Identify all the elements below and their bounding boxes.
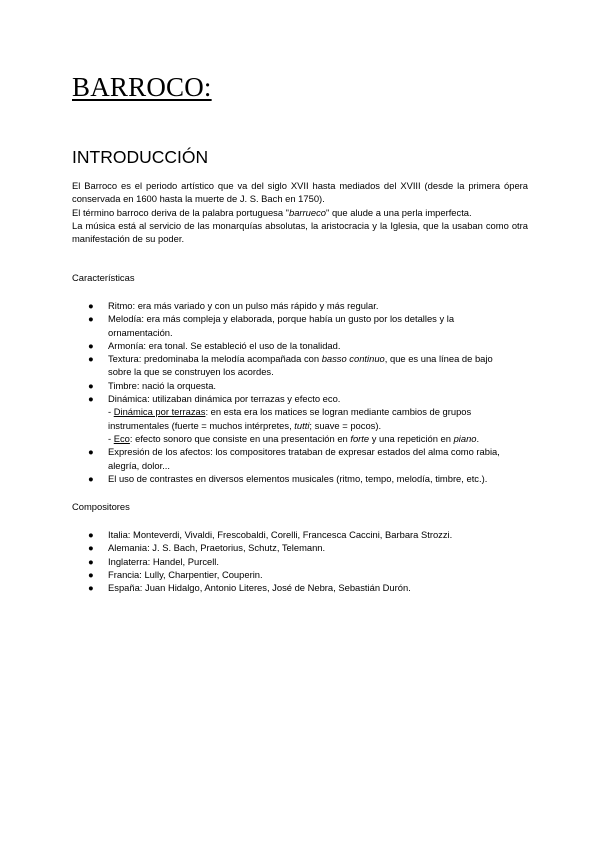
item-text: Italia: Monteverdi, Vivaldi, Frescobaldi, Corelli, Francesca Caccini, Barbara Strozzi. bbox=[108, 529, 453, 540]
list-item bbox=[0, 299, 518, 312]
bullet-icon: ● bbox=[88, 472, 94, 484]
item-text: Melodía: era más compleja y elaborada, porque había un gusto por los detalles y la ornamentación. bbox=[108, 313, 455, 338]
sub-item-text: : en esta era los matices se logran mediante cambios de grupos instrumentales (fuerte = muchos intérpretes, bbox=[108, 406, 472, 431]
list-item bbox=[0, 568, 518, 581]
bullet-icon: ● bbox=[88, 353, 94, 365]
intro-p2-text-end: " que alude a una perla imperfecta. bbox=[326, 206, 472, 218]
sub-item-term: Dinámica por terrazas bbox=[113, 406, 206, 418]
caracteristicas-label: Características bbox=[72, 272, 135, 283]
item-text-end: , que es una línea de bajo sobre la que se construyen los acordes. bbox=[108, 353, 493, 378]
item-text: Textura: predominaba la melodía acompañada con bbox=[108, 353, 322, 365]
bullet-icon: ● bbox=[88, 313, 94, 325]
section-heading: INTRODUCCIÓN bbox=[72, 147, 209, 167]
intro-paragraph-1: El Barroco es el periodo artístico que va del siglo XVII hasta mediados del XVIII (desde la primera ópera conservada en 1600 hasta la muerte de J. S. Bach en 1750). bbox=[72, 180, 528, 205]
sub-item-text-end: ; suave = pocos). bbox=[309, 419, 382, 431]
sub-item-terrazas bbox=[108, 405, 518, 432]
item-text: Alemania: J. S. Bach, Praetorius, Schutz, Telemann. bbox=[108, 542, 326, 554]
list-item bbox=[0, 445, 518, 472]
item-text: Timbre: nació la orquesta. bbox=[108, 379, 217, 391]
intro-p2-text: El término barroco deriva de la palabra portuguesa " bbox=[72, 206, 289, 218]
item-text: Inglaterra: Handel, Purcell. bbox=[108, 555, 219, 567]
dash: - bbox=[108, 432, 114, 444]
bullet-icon: ● bbox=[88, 393, 94, 405]
list-item bbox=[0, 392, 518, 445]
list-item bbox=[0, 541, 518, 554]
bullet-icon: ● bbox=[88, 555, 94, 567]
item-text: Francia: Lully, Charpentier, Couperin. bbox=[108, 568, 263, 580]
item-emphasis: basso continuo bbox=[321, 353, 385, 365]
intro-text bbox=[72, 179, 528, 245]
bullet-icon: ● bbox=[88, 379, 94, 391]
dash: - bbox=[108, 406, 114, 418]
item-text: Ritmo: era más variado y con un pulso más rápido y más regular. bbox=[108, 300, 379, 311]
list-item bbox=[0, 528, 518, 541]
item-text: España: Juan Hidalgo, Antonio Literes, José de Nebra, Sebastián Durón. bbox=[108, 582, 411, 594]
bullet-icon: ● bbox=[88, 542, 94, 554]
bullet-icon: ● bbox=[88, 568, 94, 580]
compositores-label: Compositores bbox=[72, 501, 130, 512]
sub-item-text: : efecto sonoro que consiste en una presentación en bbox=[129, 432, 351, 444]
list-item bbox=[0, 352, 518, 379]
compositores-list bbox=[0, 528, 518, 594]
item-text: El uso de contrastes en diversos elementos musicales (ritmo, tempo, melodía, timbre, etc.). bbox=[108, 472, 488, 484]
intro-paragraph-2 bbox=[72, 206, 528, 219]
item-text: Armonía: era tonal. Se estableció el uso de la tonalidad. bbox=[108, 339, 341, 351]
list-item bbox=[0, 581, 518, 594]
item-text: Dinámica: utilizaban dinámica por terrazas y efecto eco. bbox=[108, 393, 341, 405]
sub-item-eco bbox=[108, 432, 518, 445]
item-text: Expresión de los afectos: los compositores trataban de expresar estados del alma como rabia, alegría, dolor... bbox=[108, 446, 500, 471]
list-item bbox=[0, 379, 518, 392]
bullet-icon: ● bbox=[88, 339, 94, 351]
sub-item-emphasis: piano bbox=[453, 432, 477, 444]
sub-item-text-end: . bbox=[476, 432, 480, 444]
sub-item-term: Eco bbox=[113, 432, 130, 444]
bullet-icon: ● bbox=[88, 300, 94, 311]
intro-paragraph-3: La música está al servicio de las monarquías absolutas, la aristocracia y la Iglesia, que la usaban como otra manifestación de su poder. bbox=[72, 219, 528, 245]
bullet-icon: ● bbox=[88, 446, 94, 458]
document-title: BARROCO: bbox=[72, 72, 212, 102]
sub-item-emphasis: tutti bbox=[294, 419, 310, 431]
list-item bbox=[0, 472, 518, 485]
sub-item-text: y una repetición en bbox=[369, 432, 454, 444]
bullet-icon: ● bbox=[88, 582, 94, 594]
caracteristicas-list bbox=[0, 299, 518, 485]
list-item bbox=[0, 555, 518, 568]
intro-p2-emphasis: barrueco bbox=[289, 206, 327, 218]
list-item bbox=[0, 312, 518, 339]
bullet-icon: ● bbox=[88, 529, 94, 540]
sub-item-emphasis: forte bbox=[350, 432, 370, 444]
list-item bbox=[0, 339, 518, 352]
